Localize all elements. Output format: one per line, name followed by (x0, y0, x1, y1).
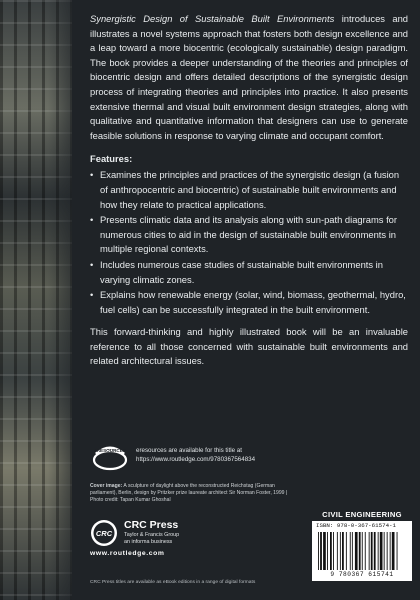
barcode-bar (350, 532, 351, 570)
publisher-tagline: an informa business (124, 538, 173, 545)
barcode-bar (323, 532, 326, 570)
eresources-text (136, 446, 255, 464)
crc-press-logo-icon (90, 519, 118, 547)
isbn-number: ISBN: 978-0-367-61574-1 (316, 522, 397, 529)
barcode-icon (318, 532, 406, 570)
barcode-bar (327, 532, 328, 570)
barcode-bar (387, 532, 388, 570)
feature-item: • Explains how renewable energy (solar, wind, biomass, geothermal, hydro, fuel cells) can be successfully integrated in the built environment. (90, 288, 408, 317)
publisher-url[interactable]: www.routledge.com (90, 550, 165, 557)
eresources-url[interactable]: https://www.routledge.com/9780367564834 (136, 456, 256, 463)
crc-logo-text: CRC (95, 529, 113, 538)
feature-item: • Examines the principles and practices of the synergistic design (a fusion of anthropocentric and biocentric) of sustainable built environments and how they relate to practical applications. (90, 168, 408, 212)
features-list (90, 168, 408, 317)
barcode-bar (318, 532, 319, 570)
barcode-bar (392, 532, 395, 570)
publisher-block (90, 517, 290, 559)
publisher-name: CRC Press (124, 519, 179, 531)
cover-credit-text: A sculpture of daylight above the reconstructed Reichstag (German parliament), Berlin, design by Pritzker prize laureate architect Sir Norman Foster, 1999 | Photo credit: Tapan Kumar Ghoshal (90, 483, 288, 504)
intro-body: introduces and illustrates a novel systems approach that fosters both design excellence and a leap toward a more biocentric (ecologically sustainable) design paradigm. The book provides a deeper understanding of the theories and principles of biocentric design and offers detailed descriptions of the synergistic design process of integrating theories and principles into practice. It also presents extensive thermal and visual built environment design strategies, along with qualitative and quantitative information that designers can use to generate feasible solutions in response to varying climate and occupant comfort. (90, 13, 408, 141)
barcode-bar (330, 532, 332, 570)
barcode-bar (378, 532, 379, 570)
photo-fade-overlay (48, 0, 88, 600)
barcode-bar (352, 532, 353, 570)
barcode-bar (355, 532, 358, 570)
cover-credit-label: Cover image: (90, 483, 123, 489)
barcode-bar (359, 532, 361, 570)
barcode-bar (365, 532, 366, 570)
publisher-group: Taylor & Francis Group (124, 532, 180, 538)
feature-item: • Includes numerous case studies of sustainable built environments in varying climatic zones. (90, 258, 408, 287)
barcode-bar (340, 532, 341, 570)
barcode-bar (362, 532, 363, 570)
ebook-note: CRC Press titles are available as eBook editions in a range of digital formats (90, 580, 256, 585)
subject-category: CIVIL ENGINEERING (322, 510, 402, 519)
barcode-bar (342, 532, 344, 570)
barcode-bar (374, 532, 376, 570)
barcode-bar (337, 532, 338, 570)
barcode-bar (369, 532, 370, 570)
eresources-block (90, 441, 408, 471)
barcode-bar (397, 532, 398, 570)
barcode-bar (371, 532, 373, 570)
barcode-bar (380, 532, 383, 570)
isbn-barcode-box (312, 521, 412, 581)
barcode-bar (333, 532, 334, 570)
eresources-logo-icon (90, 441, 130, 471)
eresources-logo-text: eRESOURCES (94, 448, 126, 453)
blurb-text-block (90, 12, 408, 369)
barcode-bar (346, 532, 347, 570)
publisher-subtitle (124, 532, 179, 545)
features-heading: Features: (90, 153, 133, 165)
barcode-bar (320, 532, 322, 570)
feature-item: • Presents climatic data and its analysis along with sun-path diagrams for numerous cities to aid in the design of sustainable built environments in multiple regional contexts. (90, 213, 408, 257)
cover-image-credit (90, 483, 300, 505)
closing-paragraph: This forward-thinking and highly illustrated book will be an invaluable reference to all those concerned with sustainable built environments and related architectural issues. (90, 326, 408, 367)
barcode-bar (384, 532, 385, 570)
eresources-line: eresources are available for this title at (136, 447, 242, 454)
barcode-bar (390, 532, 391, 570)
intro-paragraph (90, 12, 408, 143)
barcode-digits: 9 780367 615741 (330, 571, 394, 578)
book-title-italic: Synergistic Design of Sustainable Built Environments (90, 13, 335, 24)
